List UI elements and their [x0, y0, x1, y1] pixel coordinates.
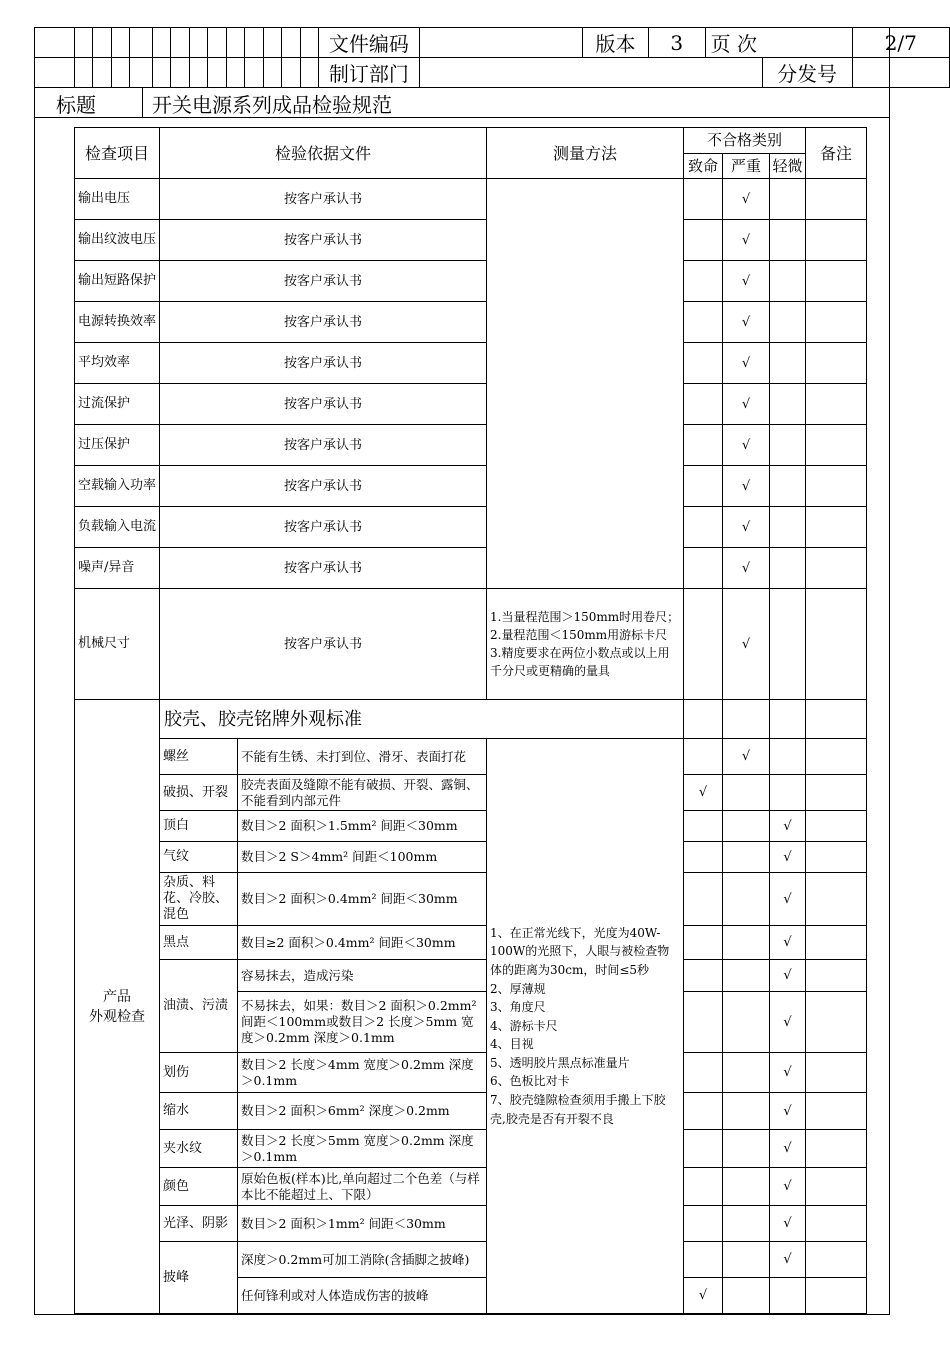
appearance-item: 颜色: [160, 1168, 238, 1206]
inspection-table: [74, 127, 867, 1314]
appearance-item: 油渍、污渍: [160, 960, 238, 1053]
row-basis: 按客户承认书: [160, 589, 487, 700]
appearance-item: 破损、开裂: [160, 775, 238, 811]
row-item: 输出电压: [75, 179, 160, 220]
check-mark: √: [723, 384, 770, 425]
appearance-std: 深度＞0.2mm可加工消除(含插脚之披峰): [238, 1242, 487, 1278]
appearance-item: 缩水: [160, 1093, 238, 1130]
check-mark: √: [770, 811, 806, 842]
dept-value: [419, 58, 762, 88]
check-mark: √: [770, 926, 806, 960]
appearance-std: 数目＞2 面积＞0.4mm² 间距＜30mm: [238, 873, 487, 926]
check-mark: √: [770, 1206, 806, 1242]
dist-value: [852, 58, 949, 88]
appearance-std: 数目＞2 面积＞1.5mm² 间距＜30mm: [238, 811, 487, 842]
appearance-item: 夹水纹: [160, 1130, 238, 1168]
appearance-item: 气纹: [160, 842, 238, 873]
row-item: 输出短路保护: [75, 261, 160, 302]
row-item: 电源转换效率: [75, 302, 160, 343]
col-method: 测量方法: [487, 128, 684, 179]
check-mark: √: [770, 1242, 806, 1278]
row-basis: 按客户承认书: [160, 384, 487, 425]
page-title: 开关电源系列成品检验规范: [152, 93, 392, 117]
doc-code-label: 文件编码: [319, 28, 420, 58]
check-mark: √: [723, 548, 770, 589]
check-mark: √: [684, 775, 723, 811]
check-mark: √: [770, 992, 806, 1053]
col-remark: 备注: [806, 128, 867, 179]
appearance-item: 杂质、料花、冷胶、混色: [160, 873, 238, 926]
row-item: 空载输入功率: [75, 466, 160, 507]
row-basis: 按客户承认书: [160, 220, 487, 261]
doc-code-value: [419, 28, 582, 58]
appearance-std: 任何锋利或对人体造成伤害的披峰: [238, 1278, 487, 1314]
page-value: 2/7: [852, 28, 949, 58]
check-mark: √: [723, 425, 770, 466]
appearance-std: 数目＞2 长度＞5mm 宽度＞0.2mm 深度＞0.1mm: [238, 1130, 487, 1168]
row-basis: 按客户承认书: [160, 179, 487, 220]
appearance-subtitle: 胶壳、胶壳铭牌外观标准: [160, 700, 684, 739]
appearance-std: 数目＞2 面积＞1mm² 间距＜30mm: [238, 1206, 487, 1242]
appearance-item: 光泽、阴影: [160, 1206, 238, 1242]
mech-method: 1.当量程范围＞150mm时用卷尺； 2.量程范围＜150mm用游标卡尺 3.精度要求在两位小数点或以上用千分尺或更精确的量具: [487, 589, 684, 700]
dept-label: 制订部门: [319, 58, 420, 88]
row-basis: 按客户承认书: [160, 261, 487, 302]
check-mark: √: [723, 343, 770, 384]
check-mark: √: [770, 1093, 806, 1130]
check-mark: √: [770, 842, 806, 873]
col-defect-group: 不合格类别: [684, 128, 806, 154]
appearance-item: 披峰: [160, 1242, 238, 1314]
col-fatal: 致命: [684, 154, 723, 179]
appearance-item: 螺丝: [160, 739, 238, 775]
appearance-std: 数目＞2 长度＞4mm 宽度＞0.2mm 深度＞0.1mm: [238, 1053, 487, 1093]
appearance-item: 顶白: [160, 811, 238, 842]
appearance-method: 1、在正常光线下，光度为40W-100W的光照下，人眼与被检查物体的距离为30cm，时间≤5秒 2、厚薄规 3、角度尺 4、游标卡尺 4、目视 5、透明胶片黑点标准量片 6、色板比对卡 7、胶壳缝隙检查须用手搬上下胶壳,胶壳是否有开裂不良: [487, 739, 684, 1314]
check-mark: √: [723, 302, 770, 343]
row-basis: 按客户承认书: [160, 466, 487, 507]
check-mark: √: [723, 507, 770, 548]
row-item: 平均效率: [75, 343, 160, 384]
header-table: [34, 27, 950, 88]
row-item: 噪声/异音: [75, 548, 160, 589]
check-mark: √: [723, 739, 770, 775]
row-item: 过流保护: [75, 384, 160, 425]
appearance-std: 原始色板(样本)比,单向超过二个色差（与样本比不能超过上、下限）: [238, 1168, 487, 1206]
row-basis: 按客户承认书: [160, 343, 487, 384]
col-minor: 轻微: [770, 154, 806, 179]
appearance-std: 不易抹去，如果：数目＞2 面积＞0.2mm² 间距＜100mm或数目＞2 长度＞5mm 宽度＞0.2mm 深度＞0.1mm: [238, 992, 487, 1053]
title-row: [34, 87, 890, 118]
appearance-std: 数目＞2 面积＞6mm² 深度＞0.2mm: [238, 1093, 487, 1130]
appearance-std: 不能有生锈、未打到位、滑牙、表面打花: [238, 739, 487, 775]
version-value: 3: [648, 28, 705, 58]
check-mark: √: [770, 1130, 806, 1168]
check-mark: √: [723, 220, 770, 261]
dist-label: 分发号: [762, 58, 852, 88]
row-basis: 按客户承认书: [160, 302, 487, 343]
check-mark: √: [770, 1168, 806, 1206]
appearance-std: 胶壳表面及缝隙不能有破损、开裂、露铜、不能看到内部元件: [238, 775, 487, 811]
version-label: 版本: [583, 28, 649, 58]
check-mark: √: [770, 873, 806, 926]
appearance-item: 划伤: [160, 1053, 238, 1093]
col-basis: 检验依据文件: [160, 128, 487, 179]
row-basis: 按客户承认书: [160, 507, 487, 548]
col-major: 严重: [723, 154, 770, 179]
check-mark: √: [723, 179, 770, 220]
appearance-item: 黑点: [160, 926, 238, 960]
row-basis: 按客户承认书: [160, 425, 487, 466]
check-mark: √: [723, 589, 770, 700]
page-label: 页 次: [705, 28, 762, 58]
title-label: 标题: [56, 93, 96, 117]
appearance-category: 产品 外观检查: [75, 700, 160, 1314]
check-mark: √: [770, 960, 806, 992]
appearance-std: 数目≥2 面积＞0.4mm² 间距＜30mm: [238, 926, 487, 960]
check-mark: √: [684, 1278, 723, 1314]
right-margin-line: [866, 127, 867, 1315]
appearance-std: 容易抹去，造成污染: [238, 960, 487, 992]
appearance-std: 数目＞2 S＞4mm² 间距＜100mm: [238, 842, 487, 873]
row-basis: 按客户承认书: [160, 548, 487, 589]
check-mark: √: [723, 261, 770, 302]
page-label-spacer: [762, 28, 852, 58]
electrical-method: [487, 179, 684, 589]
row-item: 过压保护: [75, 425, 160, 466]
row-item: 机械尺寸: [75, 589, 160, 700]
check-mark: √: [723, 466, 770, 507]
row-item: 输出纹波电压: [75, 220, 160, 261]
col-item: 检查项目: [75, 128, 160, 179]
row-item: 负载输入电流: [75, 507, 160, 548]
check-mark: √: [770, 1053, 806, 1093]
title-divider: [142, 87, 143, 117]
